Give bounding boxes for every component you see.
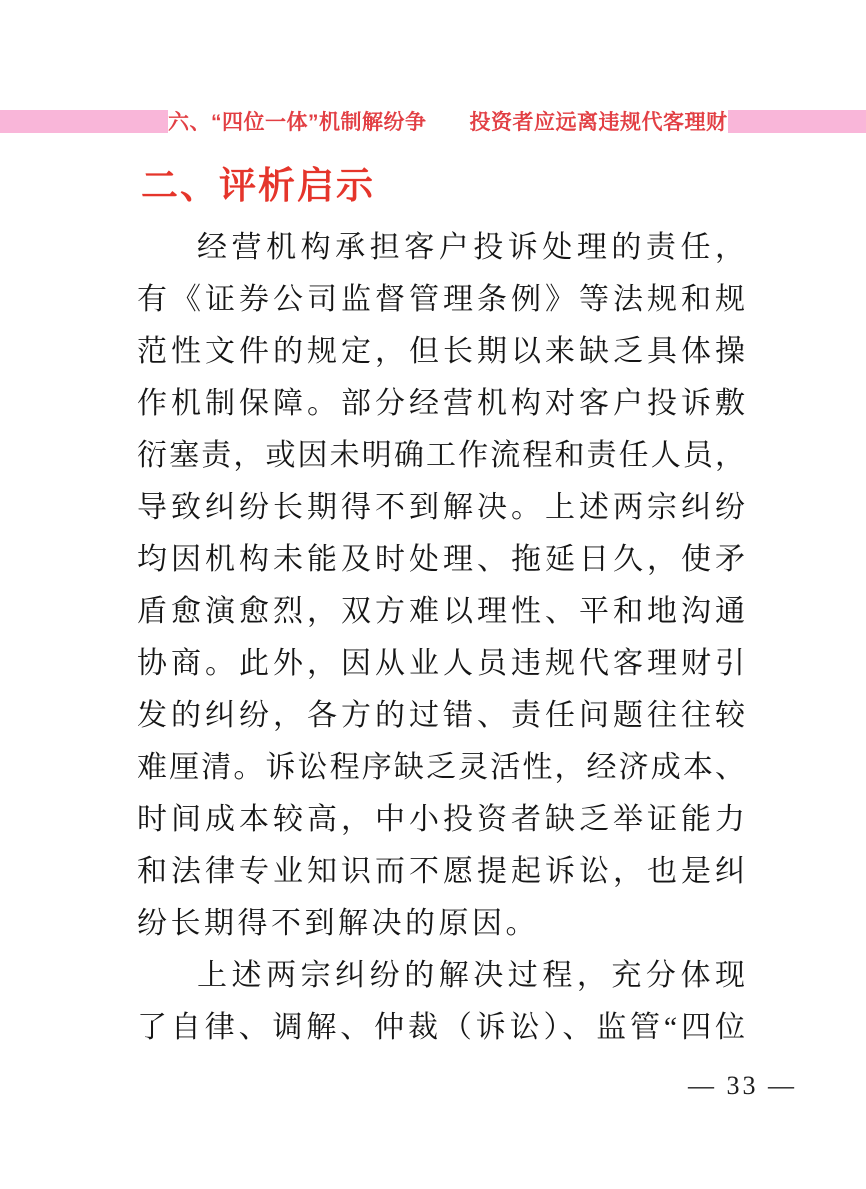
running-header-middle bbox=[168, 106, 728, 136]
running-header-title: 六、“四位一体”机制解纷争 投资者应远离违规代客理财 bbox=[168, 111, 728, 134]
body-line: 和法律专业知识而不愿提起诉讼，也是纠 bbox=[137, 855, 745, 888]
header-left-bar bbox=[0, 110, 168, 133]
page-number: — 33 — bbox=[688, 1071, 797, 1100]
body-line: 有《证券公司监督管理条例》等法规和规 bbox=[137, 283, 745, 316]
body-line: 难厘清。诉讼程序缺乏灵活性，经济成本、 bbox=[137, 751, 745, 784]
body-text bbox=[137, 222, 745, 1054]
body-line: 时间成本较高，中小投资者缺乏举证能力 bbox=[137, 803, 745, 836]
body-line: 均因机构未能及时处理、拖延日久，使矛 bbox=[137, 543, 745, 576]
section-heading: 二、评析启示 bbox=[141, 165, 375, 206]
body-line: 盾愈演愈烈，双方难以理性、平和地沟通 bbox=[137, 595, 745, 628]
header-right-bar bbox=[728, 110, 866, 133]
body-line: 范性文件的规定，但长期以来缺乏具体操 bbox=[137, 335, 745, 368]
body-line: 上述两宗纠纷的解决过程，充分体现 bbox=[197, 959, 745, 992]
body-line: 了自律、调解、仲裁（诉讼）、监管“四位 bbox=[137, 1011, 745, 1044]
running-header bbox=[0, 106, 866, 136]
body-line: 纷长期得不到解决的原因。 bbox=[137, 907, 539, 940]
body-line: 衍塞责，或因未明确工作流程和责任人员， bbox=[137, 439, 745, 472]
body-line: 发的纠纷，各方的过错、责任问题往往较 bbox=[137, 699, 745, 732]
body-line: 导致纠纷长期得不到解决。上述两宗纠纷 bbox=[137, 491, 745, 524]
body-line: 经营机构承担客户投诉处理的责任， bbox=[197, 231, 745, 264]
body-line: 协商。此外，因从业人员违规代客理财引 bbox=[137, 647, 745, 680]
body-line: 作机制保障。部分经营机构对客户投诉敷 bbox=[137, 387, 745, 420]
